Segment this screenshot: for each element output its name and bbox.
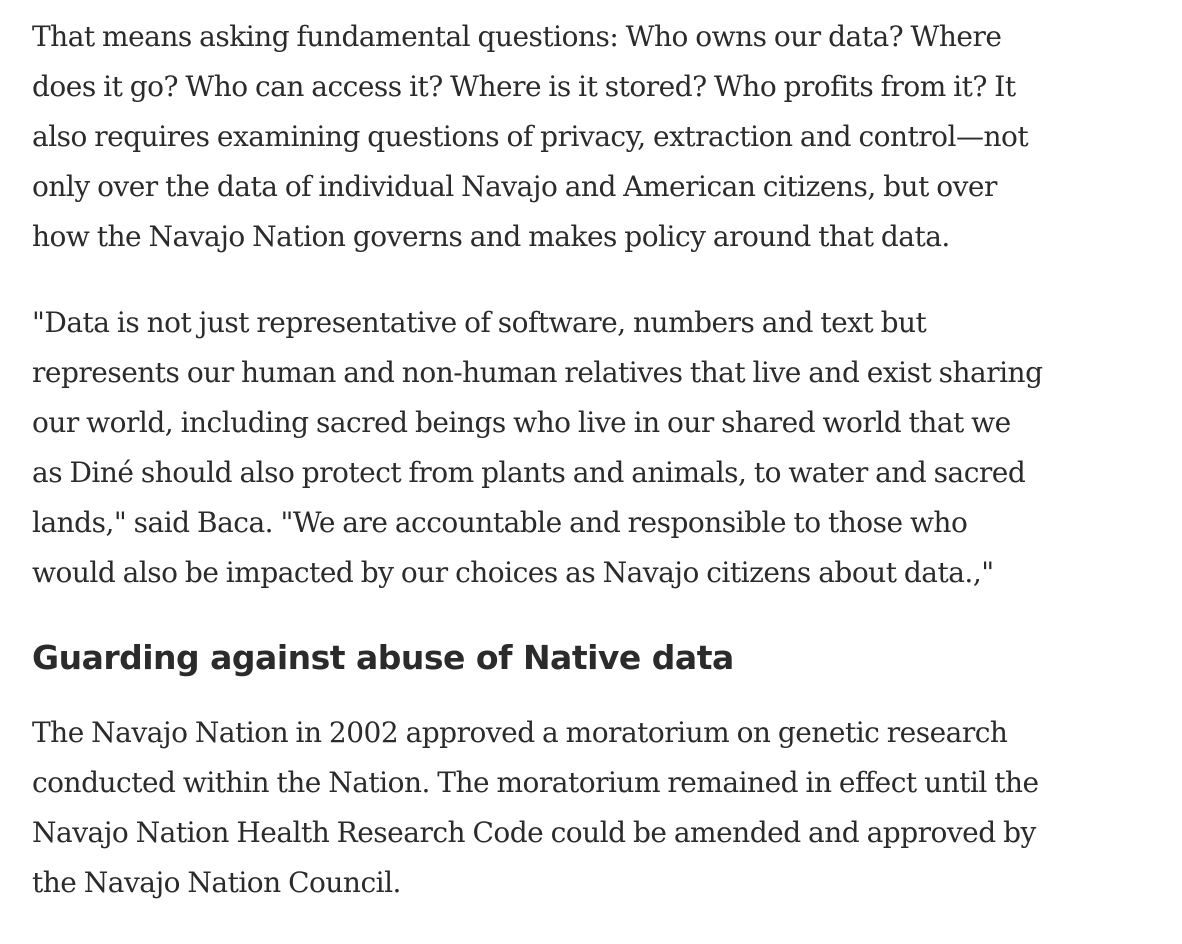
text-line: conducted within the Nation. The moratorium remained in effect until the: [32, 766, 1039, 799]
text-line: "Data is not just representative of software, numbers and text but: [32, 306, 927, 339]
text-line: how the Navajo Nation governs and makes policy around that data.: [32, 220, 950, 253]
article-body: [32, 12, 1152, 944]
text-line: the Navajo Nation Council.: [32, 866, 401, 899]
text-line: also requires examining questions of privacy, extraction and control—not: [32, 120, 1029, 153]
text-line: only over the data of individual Navajo and American citizens, but over: [32, 170, 997, 203]
text-line: would also be impacted by our choices as Navajo citizens about data.,": [32, 556, 994, 589]
text-line: lands," said Baca. "We are accountable and responsible to those who: [32, 506, 968, 539]
paragraph-data-questions: [32, 12, 1152, 262]
paragraph-moratorium: [32, 708, 1152, 908]
text-line: The Navajo Nation in 2002 approved a moratorium on genetic research: [32, 716, 1008, 749]
text-line: our world, including sacred beings who live in our shared world that we: [32, 406, 1011, 439]
text-line: does it go? Who can access it? Where is it stored? Who profits from it? It: [32, 70, 1016, 103]
text-line: as Diné should also protect from plants and animals, to water and sacred: [32, 456, 1026, 489]
section-heading: Guarding against abuse of Native data: [32, 638, 734, 677]
text-line: Navajo Nation Health Research Code could be amended and approved by: [32, 816, 1036, 849]
text-line: That means asking fundamental questions: Who owns our data? Where: [32, 20, 1002, 53]
paragraph-baca-quote: [32, 298, 1152, 598]
text-line: represents our human and non-human relatives that live and exist sharing: [32, 356, 1043, 389]
